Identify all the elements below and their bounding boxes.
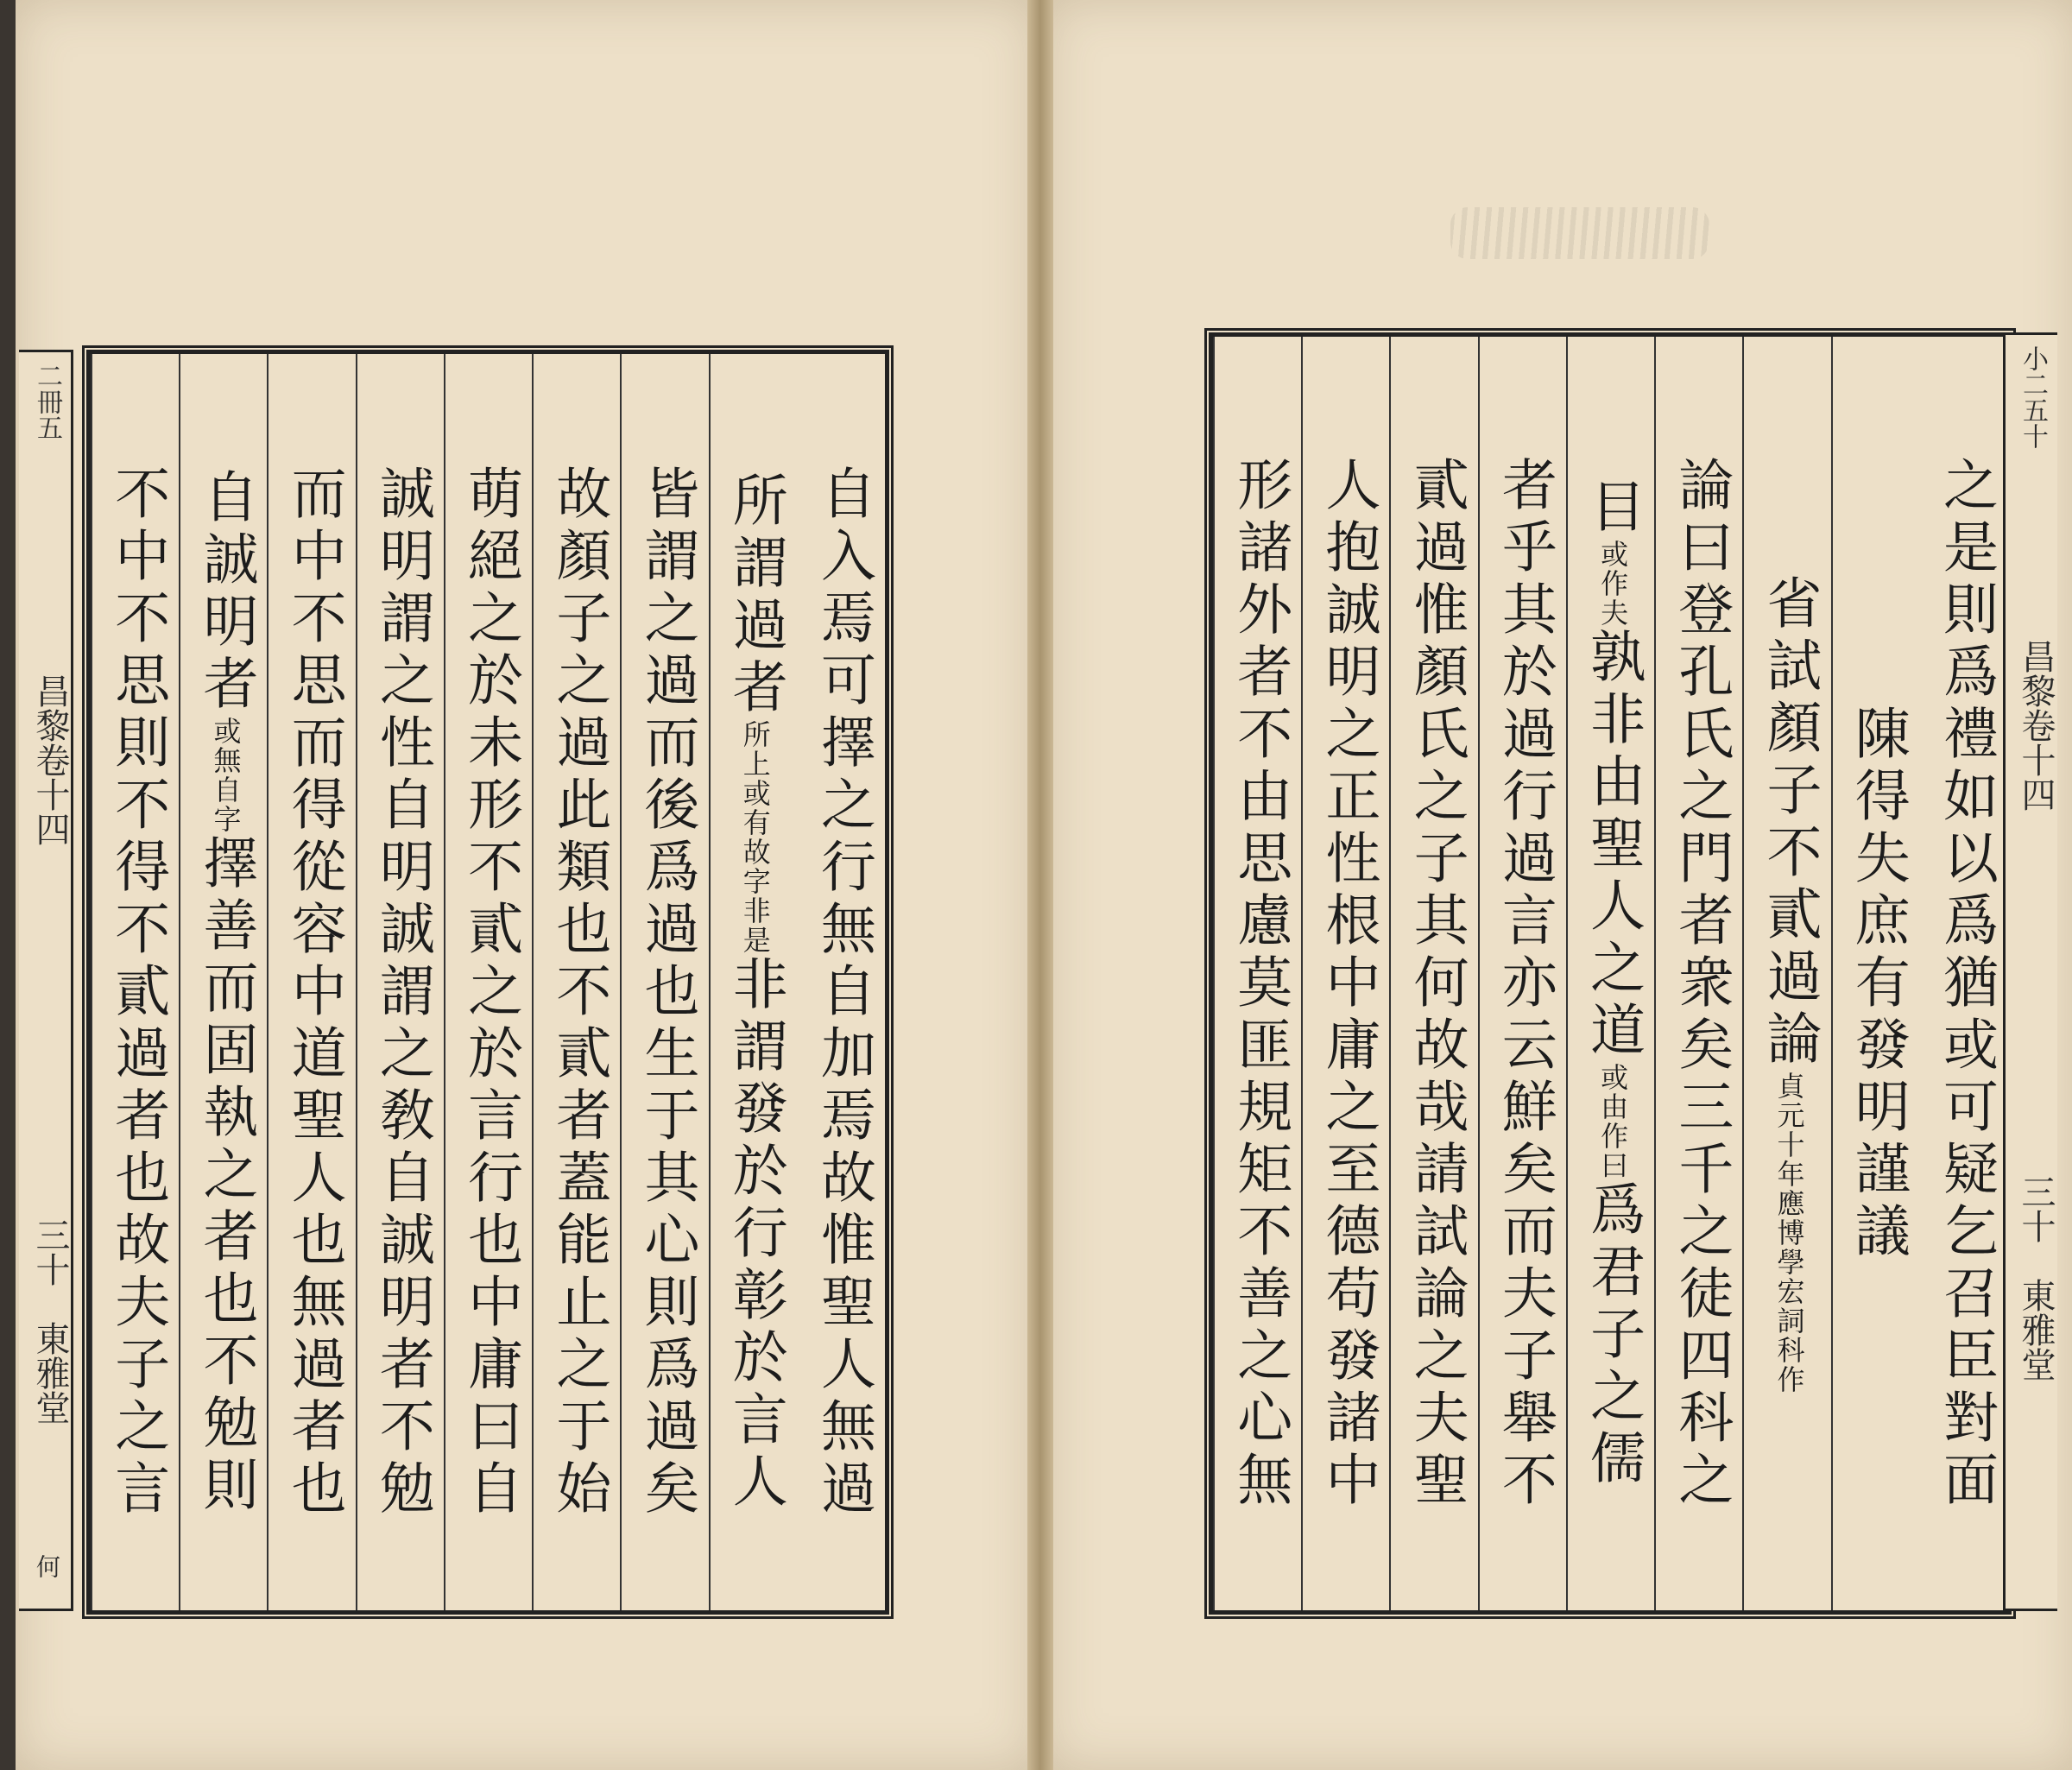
right-column-4 <box>1654 337 1742 1610</box>
left-column-7 <box>267 354 355 1610</box>
left-text: 皆謂之過而後爲過也生于其心則爲過矣 <box>635 464 699 1521</box>
right-column-8 <box>1301 337 1389 1610</box>
right-fold-top: 小二五十 <box>2018 345 2048 449</box>
right-column-2 <box>1831 337 1919 1610</box>
right-text: 目 <box>1581 477 1646 540</box>
left-column-6 <box>356 354 444 1610</box>
left-text: 而中不思而得從容中道聖人也無過者也 <box>281 464 346 1521</box>
left-annotation: 所上或有故字非是 <box>738 719 772 955</box>
left-text: 非謂發於行彰於言人 <box>723 954 787 1514</box>
right-text-frame <box>1209 332 2012 1615</box>
faded-seal-stamp <box>1450 207 1709 259</box>
left-fold-hall: 東雅堂 <box>30 1321 70 1425</box>
right-text: 陳得失庶有發明謹議 <box>1845 704 1910 1264</box>
right-column-7 <box>1389 337 1477 1610</box>
left-text: 故顏子之過此類也不貳者蓋能止之于始 <box>546 464 611 1521</box>
left-text: 萌絕之於未形不貳之於言行也中庸曰自 <box>458 464 523 1521</box>
right-fold-strip <box>2003 332 2057 1611</box>
right-text: 論曰登孔氏之門者衆矣三千之徒四科之 <box>1669 455 1734 1513</box>
right-fold-hall: 東雅堂 <box>2016 1278 2056 1381</box>
right-fold-title: 昌黎卷十四 <box>2016 639 2056 812</box>
right-column-6 <box>1478 337 1566 1610</box>
right-annotation: 或作夫 <box>1596 539 1630 628</box>
left-column-1 <box>797 354 885 1610</box>
left-column-2 <box>709 354 797 1610</box>
left-column-3 <box>620 354 708 1610</box>
left-column-9 <box>91 354 179 1610</box>
right-column-9 <box>1213 337 1301 1610</box>
left-column-8 <box>179 354 267 1610</box>
right-text: 者乎其於過行過言亦云鮮矣而夫子舉不 <box>1492 455 1557 1513</box>
right-text: 之是則爲禮如以爲猶或可疑乞召臣對面 <box>1933 455 1998 1513</box>
right-fold-leaf: 三十 <box>2016 1174 2056 1243</box>
left-text: 自入焉可擇之行無自加焉故惟聖人無過 <box>811 464 875 1521</box>
left-text: 擇善而固執之者也不勉則 <box>193 833 258 1518</box>
left-column-5 <box>444 354 532 1610</box>
left-annotation: 或無自字 <box>209 716 243 834</box>
right-text: 省試顏子不貳過論 <box>1757 573 1822 1071</box>
left-column-4 <box>532 354 620 1610</box>
right-annotation: 或由作曰 <box>1596 1062 1630 1180</box>
right-text: 貳過惟顏氏之子其何故哉請試論之夫聖 <box>1404 455 1469 1513</box>
left-fold-leaf: 三十 <box>30 1217 70 1286</box>
right-annotation: 貞元十年應博學宏詞科作 <box>1772 1071 1806 1394</box>
right-text: 爲君子之儒 <box>1581 1179 1646 1491</box>
right-text: 孰非由聖人之道 <box>1581 627 1646 1063</box>
right-column-1 <box>1919 337 2007 1610</box>
left-fold-bottom: 何 <box>33 1554 61 1578</box>
left-text: 自誠明者 <box>193 467 258 717</box>
left-fold-title: 昌黎卷十四 <box>30 673 70 846</box>
book-gutter <box>1027 0 1053 1770</box>
left-text-frame <box>86 350 889 1615</box>
right-column-3 <box>1742 337 1830 1610</box>
right-text: 形諸外者不由思慮莫匪規矩不善之心無 <box>1228 455 1292 1513</box>
right-text: 人抱誠明之正性根中庸之至德苟發諸中 <box>1316 455 1380 1513</box>
right-column-5 <box>1566 337 1654 1610</box>
left-text: 所謂過者 <box>723 471 787 720</box>
left-text: 不中不思則不得不貳過者也故夫子之言 <box>105 464 170 1521</box>
left-text: 誠明謂之性自明誠謂之敎自誠明者不勉 <box>370 464 434 1521</box>
left-fold-top: 二冊五 <box>32 363 62 440</box>
